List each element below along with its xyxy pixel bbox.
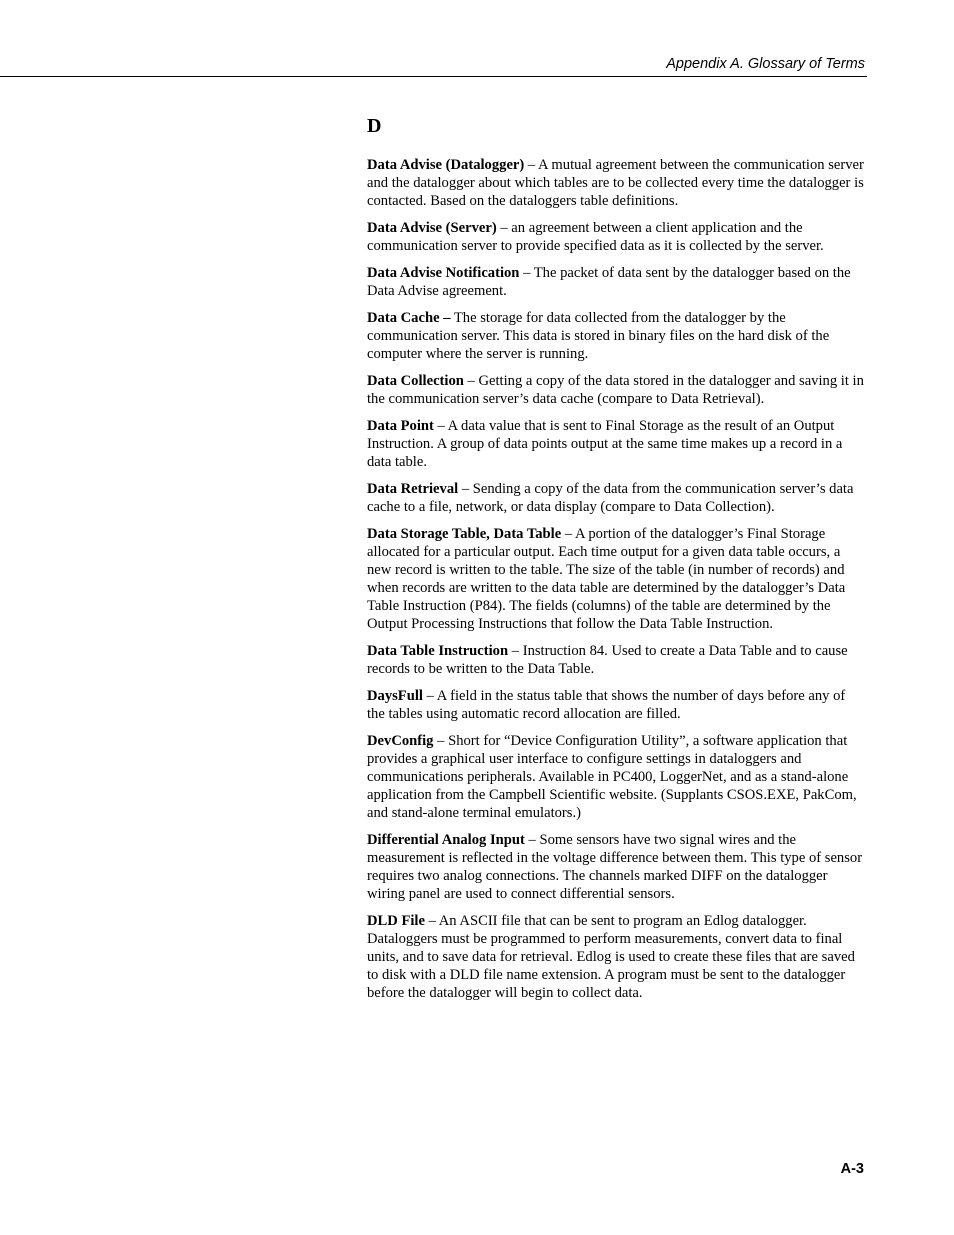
glossary-term: Data Storage Table, Data Table — [367, 526, 562, 542]
glossary-entry-dld-file — [367, 912, 865, 1002]
glossary-definition: – An ASCII file that can be sent to program an Edlog datalogger. Dataloggers must be programmed to perform measurements, convert data to final units, and to save data for retrieval. Edlog is used to create these files that are saved to disk with a DLD file name extension. A program must be sent to the datalogger before the datalogger will begin to collect data. — [367, 913, 855, 1001]
glossary-term: Data Collection — [367, 373, 464, 389]
glossary-entry-differential-analog-input — [367, 831, 865, 903]
page-number: A-3 — [840, 1161, 864, 1177]
glossary-entry-data-storage-table — [367, 525, 865, 633]
glossary-definition: – an agreement between a client application and the communication server to provide specified data as it is collected by the server. — [367, 220, 824, 254]
glossary-entry-data-point — [367, 417, 865, 471]
glossary-term: Data Retrieval — [367, 481, 459, 497]
glossary-term: Data Advise (Datalogger) — [367, 157, 525, 173]
glossary-entry-data-retrieval — [367, 480, 865, 516]
glossary-definition: – Some sensors have two signal wires and the measurement is reflected in the voltage difference between them. This type of sensor requires two analog connections. The channels marked DIFF on the datalogger wiring panel are used to connect differential sensors. — [367, 832, 863, 902]
glossary-definition: – Short for “Device Configuration Utility”, a software application that provides a graphical user interface to configure settings in dataloggers and communications peripherals. Available in PC400, LoggerNet, and as a stand-alone application from the Campbell Scientific website. (Supplants CSOS.EXE, PakCom, and stand-alone terminal emulators.) — [367, 733, 857, 821]
glossary-term: Data Advise Notification — [367, 265, 520, 281]
glossary-term: Data Point — [367, 418, 434, 434]
glossary-term: Data Advise (Server) — [367, 220, 497, 236]
glossary-definition: – A data value that is sent to Final Storage as the result of an Output Instruction. A group of data points output at the same time makes up a record in a data table. — [367, 418, 843, 470]
section-letter: D — [367, 115, 382, 137]
glossary-content — [367, 114, 865, 1011]
glossary-entry-devconfig — [367, 732, 865, 822]
glossary-definition: – A portion of the datalogger’s Final Storage allocated for a particular output. Each time output for a given data table occurs, a new record is written to the table. The size of the table (in number of records) and when records are written to the data table are determined by the datalogger’s Data Table Instruction (P84). The fields (columns) of the table are determined by the Output Processing Instructions that follow the Data Table Instruction. — [367, 526, 846, 632]
glossary-term: DaysFull — [367, 688, 423, 704]
glossary-definition: – Sending a copy of the data from the communication server’s data cache to a file, network, or data display (compare to Data Collection). — [367, 481, 854, 515]
glossary-definition: The storage for data collected from the datalogger by the communication server. This data is stored in binary files on the hard disk of the computer where the server is running. — [367, 310, 830, 362]
glossary-entry-daysfull — [367, 687, 865, 723]
glossary-entry-data-collection — [367, 372, 865, 408]
running-header: Appendix A. Glossary of Terms — [666, 56, 865, 72]
glossary-entry-data-cache — [367, 309, 865, 363]
glossary-entry-data-table-instruction — [367, 642, 865, 678]
glossary-term: Data Table Instruction — [367, 643, 509, 659]
glossary-entry-data-advise-datalogger — [367, 156, 865, 210]
glossary-term: DevConfig — [367, 733, 434, 749]
glossary-definition: – The packet of data sent by the datalogger based on the Data Advise agreement. — [367, 265, 851, 299]
glossary-entry-data-advise-notification — [367, 264, 865, 300]
glossary-definition: – Instruction 84. Used to create a Data Table and to cause records to be written to the Data Table. — [367, 643, 848, 677]
glossary-entry-data-advise-server — [367, 219, 865, 255]
glossary-term: Differential Analog Input — [367, 832, 525, 848]
glossary-term: DLD File — [367, 913, 425, 929]
header-rule — [0, 76, 867, 77]
glossary-definition: – A field in the status table that shows the number of days before any of the tables using automatic record allocation are filled. — [367, 688, 846, 722]
glossary-term: Data Cache – — [367, 310, 451, 326]
glossary-definition: – A mutual agreement between the communication server and the datalogger about which tables are to be collected every time the datalogger is contacted. Based on the dataloggers table definitions. — [367, 157, 864, 209]
glossary-definition: – Getting a copy of the data stored in the datalogger and saving it in the communication server’s data cache (compare to Data Retrieval). — [367, 373, 864, 407]
